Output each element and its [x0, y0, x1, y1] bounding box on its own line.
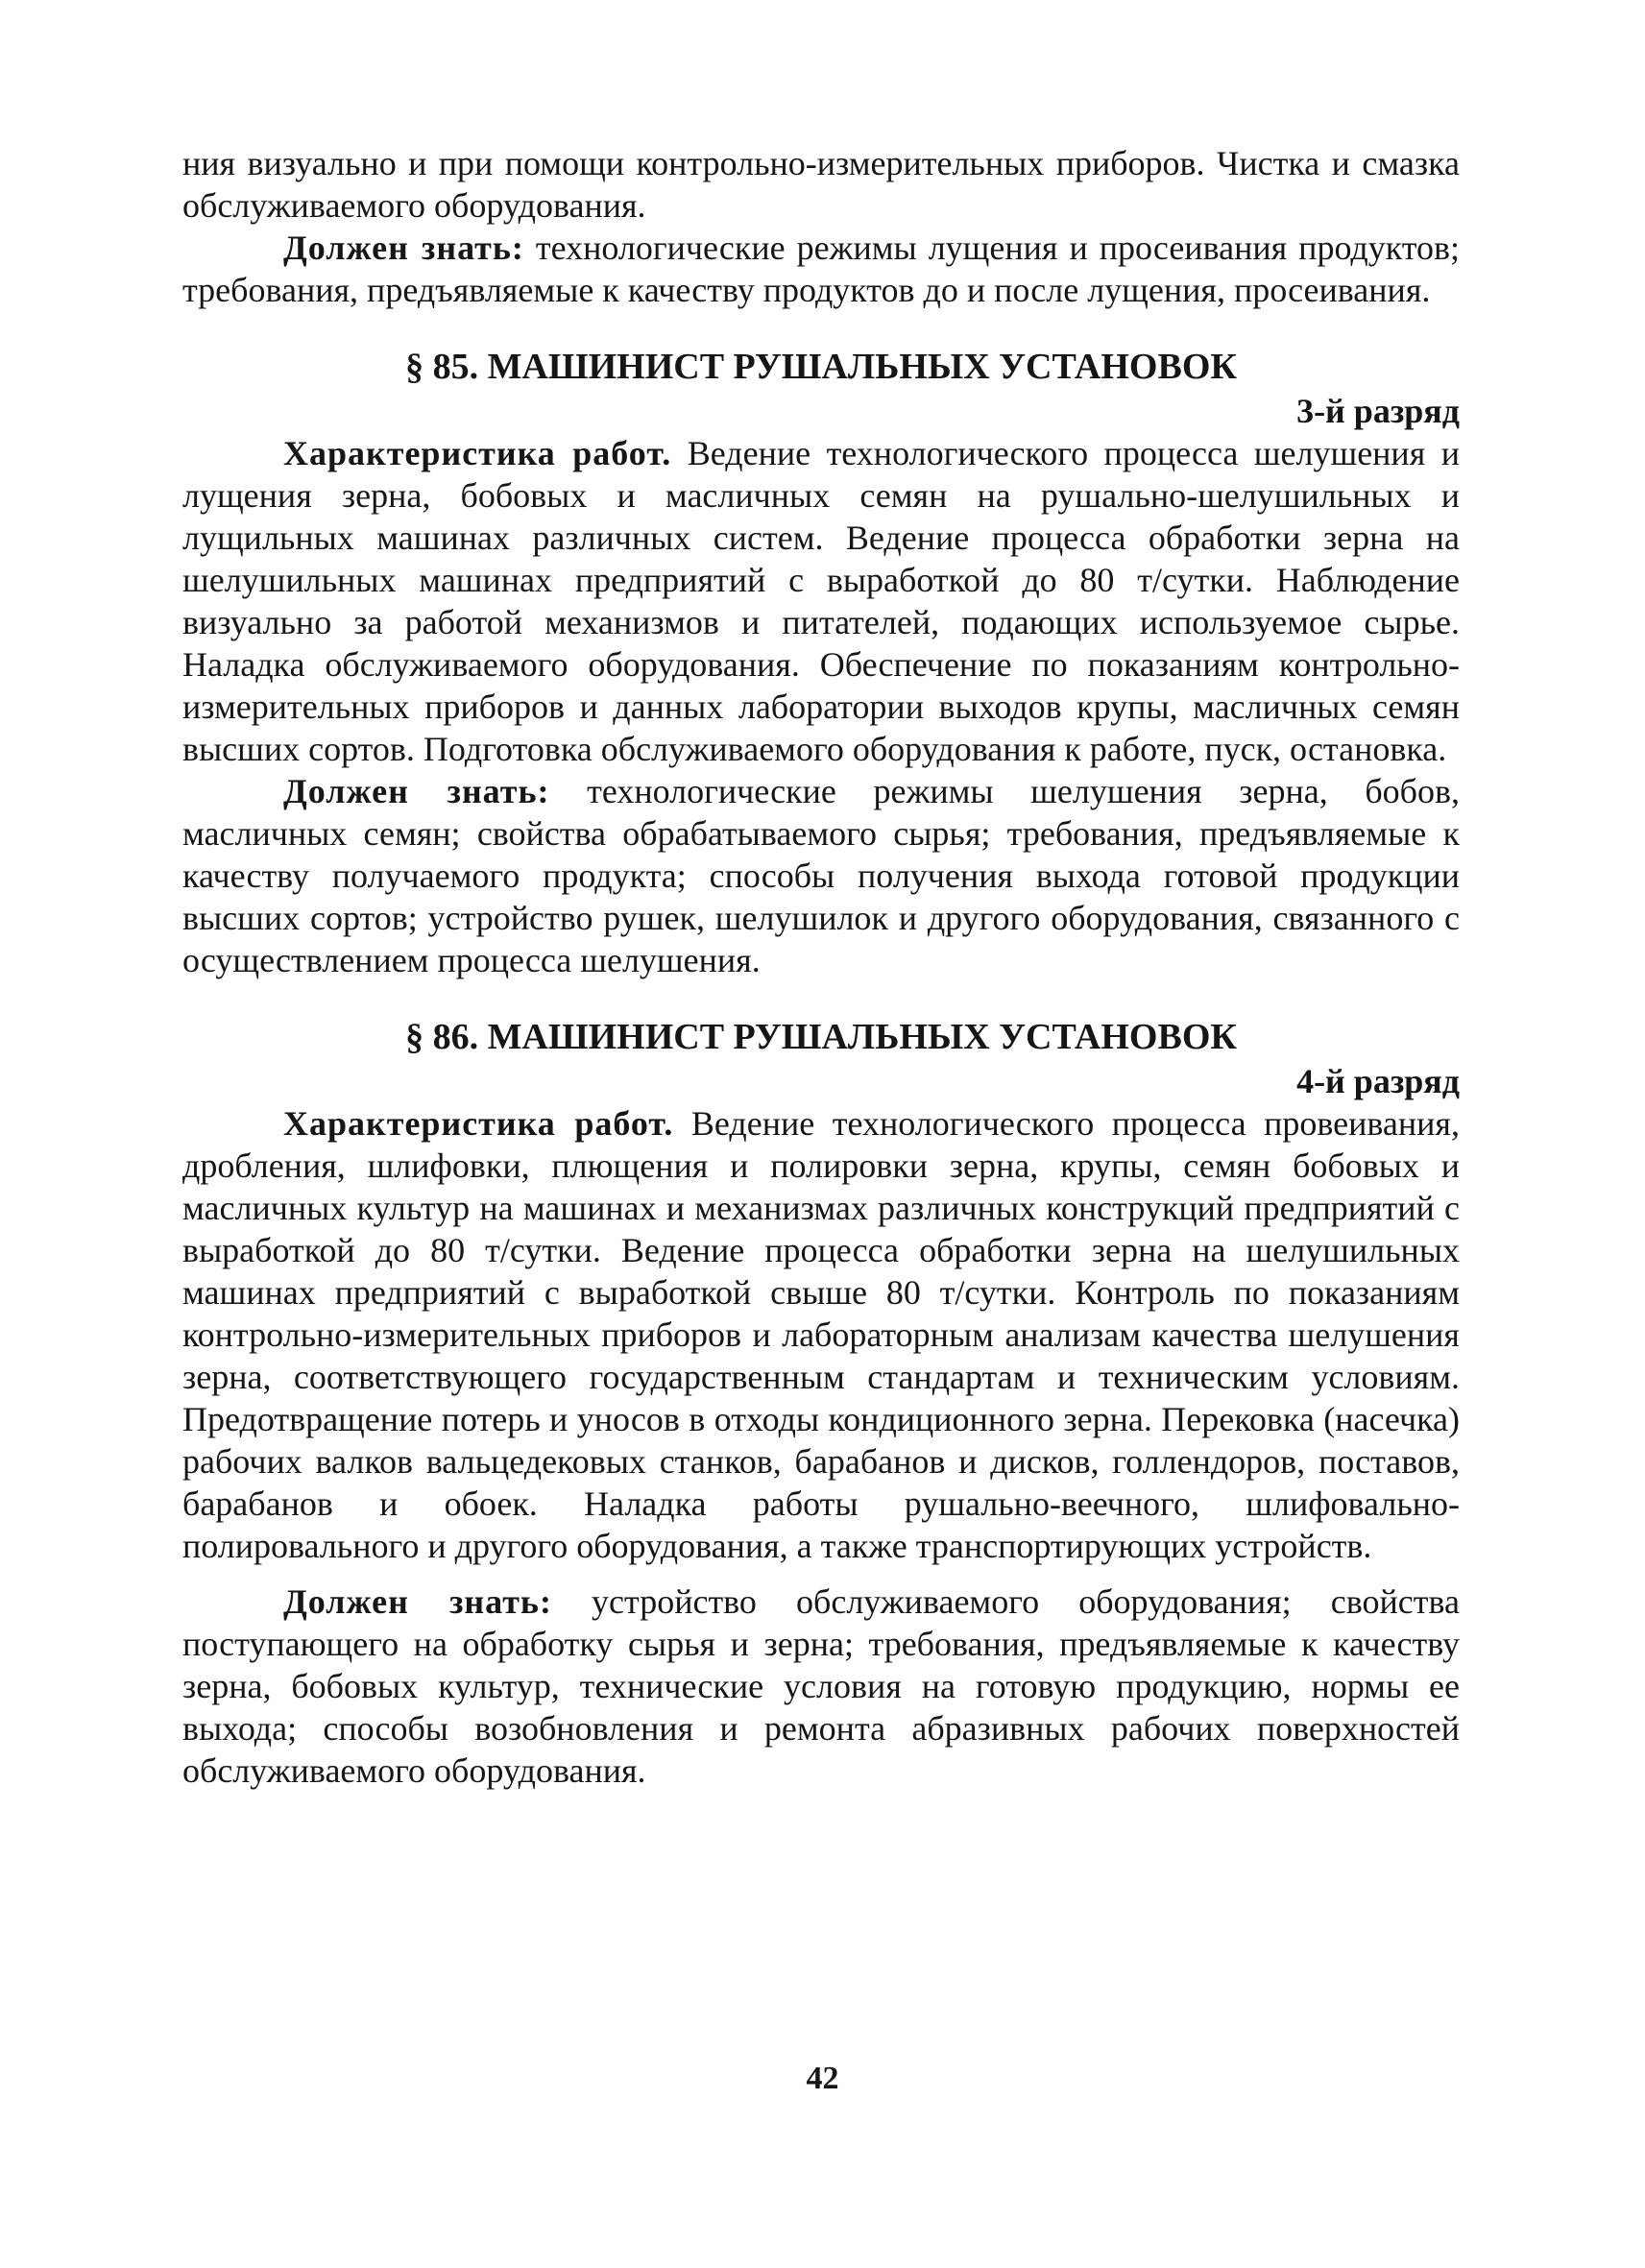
section-86-rank: 4-й разряд	[1296, 1062, 1460, 1100]
section-86-knowledge-label: Должен знать:	[283, 1582, 552, 1621]
spacer	[182, 311, 1460, 344]
page-number: 42	[806, 2061, 839, 2096]
section-85-work-text: Ведение технологического процесса шелушения и лущения зерна, бобовых и масличных семян на рушально-шелушильных и лущильных машинах различных систем. Ведение процесса обработки зерна на шелушильных машинах предприятий с выработкой до 80 т/сутки. Наблюдение визуально за работой механизмов и питателей, подающих используемое сырье. Наладка обслуживаемого оборудования. Обеспечение по показаниям контрольно-измерительных приборов и данных лаборатории выходов крупы, масличных семян высших сортов. Подготовка обслуживаемого оборудования к работе, пуск, остановка.	[182, 434, 1460, 768]
intro-continuation-text: ния визуально и при помощи контрольно-измерительных приборов. Чистка и смазка обслуживаемого оборудования.	[182, 144, 1460, 225]
section-85-work-label: Характеристика работ.	[283, 434, 672, 472]
document-page	[182, 142, 1460, 1792]
section-85-work-paragraph	[182, 432, 1460, 770]
intro-knowledge-text: технологические режимы лущения и просеивания продуктов; требования, предъявляемые к качеству продуктов до и после лущения, просеивания.	[182, 229, 1460, 309]
intro-knowledge-paragraph	[182, 227, 1460, 311]
spacer	[182, 981, 1460, 1014]
spacer	[182, 1567, 1460, 1580]
section-86-work-text: Ведение технологического процесса провеивания, дробления, шлифовки, плющения и полировки зерна, крупы, семян бобовых и масличных культур на машинах и механизмах различных конструкций предприятий с выработкой до 80 т/сутки. Ведение процесса обработки зерна на шелушильных машинах предприятий с выработкой свыше 80 т/сутки. Контроль по показаниям контрольно-измерительных приборов и лабораторным анализам качества шелушения зерна, соответствующего государственным стандартам и техническим условиям. Предотвращение потерь и уносов в отходы кондиционного зерна. Перековка (насечка) рабочих валков вальцедековых станков, барабанов и дисков, голлендоров, поставов, барабанов и обоек. Наладка работы рушально-веечного, шлифовально-полировального и другого оборудования, а также транспортирующих устройств.	[182, 1104, 1460, 1565]
intro-knowledge-label: Должен знать:	[283, 229, 524, 267]
section-85-heading: § 85. МАШИНИСТ РУШАЛЬНЫХ УСТАНОВОК	[405, 347, 1237, 387]
section-86-heading: § 86. МАШИНИСТ РУШАЛЬНЫХ УСТАНОВОК	[405, 1017, 1237, 1057]
section-85-knowledge-paragraph	[182, 770, 1460, 981]
section-85-knowledge-label: Должен знать:	[283, 772, 550, 810]
section-86-knowledge-paragraph	[182, 1580, 1460, 1792]
section-86-knowledge-text: устройство обслуживаемого оборудования; свойства поступающего на обработку сырья и зерна; требования, предъявляемые к качеству зерна, бобовых культур, технические условия на готовую продукцию, нормы ее выхода; способы возобновления и ремонта абразивных рабочих поверхностей обслуживаемого оборудования.	[182, 1582, 1460, 1790]
section-86-work-paragraph	[182, 1102, 1460, 1567]
intro-continuation	[182, 142, 1460, 227]
section-86-work-label: Характеристика работ.	[283, 1104, 674, 1143]
section-85-knowledge-text: технологические режимы шелушения зерна, бобов, масличных семян; свойства обрабатываемого сырья; требования, предъявляемые к качеству получаемого продукта; способы получения выхода готовой продукции высших сортов; устройство рушек, шелушилок и другого оборудования, связанного с осуществлением процесса шелушения.	[182, 772, 1460, 979]
section-85-rank: 3-й разряд	[1296, 392, 1460, 430]
